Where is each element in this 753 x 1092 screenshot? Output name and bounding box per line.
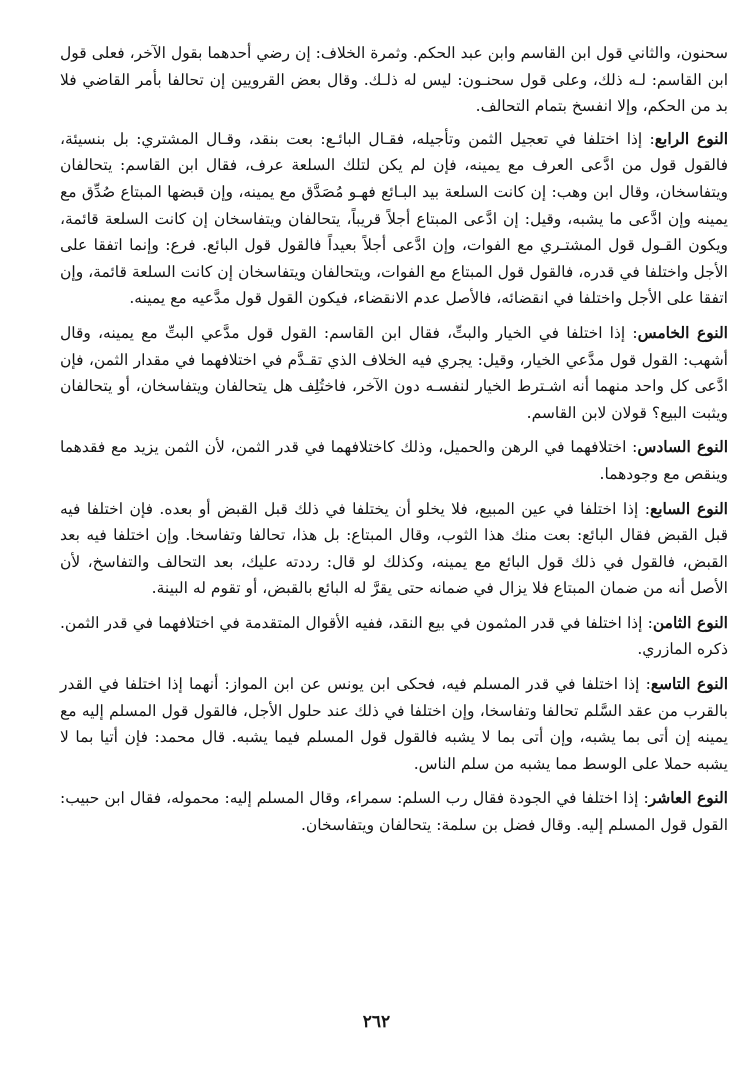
paragraph-type-10 [60, 785, 728, 838]
paragraph-type-5 [60, 320, 728, 426]
section-heading: النوع التاسع [650, 674, 729, 694]
paragraph-text: : إذا اختلفا في قدر المسلم فيه، فحكى ابن يونس عن ابن المواز: أنهما إذا اختلفا في القدر بالقرب من عقد السَّلم تحالفا وتفاسخا، وإن اختلفا في ذلك عند حلول الأجل، فالقول قول المسلم إليه مع يمينه إن أتى بما يشبه، وإن أتى بما لا يشبه فالقول قول المسلم فيما يشبه. قال محمد: فإن أتيا بما لا يشبه حملا على الوسط مما يشبه من سلم الناس. [60, 675, 728, 773]
page-number: ٢٦٢ [362, 1012, 391, 1032]
paragraph-text: : اختلافهما في الرهن والحميل، وذلك كاختلافهما في قدر الثمن، لأن الثمن يزيد مع فقدهما وينقص مع وجودهما. [60, 438, 728, 483]
paragraph-text: : إذا اختلفا في تعجيل الثمن وتأجيله، فقـال البائـع: بعت بنقد، وقـال المشتري: بل بنسيئة، فالقول قول من ادَّعى العرف مع يمينه، فإن لم يكن لتلك السلعة عرف، فقال ابن القاسم: يتحالفان ويتفاسخان، وقال ابن وهب: إن كانت السلعة بيد البـائع فهـو مُصَدَّق مع يمينه، وإن قبضها المبتاع صُدِّق مع يمينه وإن ادَّعى ما يشبه، وقيل: إن ادَّعى المبتاع أجلاً قريباً، يتحالفان ويتفاسخان إن كانت السلعة قائمة، ويكون القـول قول المشتـري مع الفوات، وإن ادَّعى أجلاً بعيداً فالقول قول البائع. فرع: وإنما اتفقا على الأجل واختلفا في قدره، فالقول قول المبتاع مع الفوات، ويتحالفان ويتفاسخان إن كانت السلعة قائمة، وإن اتفقا على الأجل واختلفا في انقضائه، فالأصل عدم الانقضاء، فيكون القول قول مدَّعيه مع يمينه. [60, 129, 728, 308]
page-body [60, 40, 728, 847]
paragraph-text: : إذا اختلفا في عين المبيع، فلا يخلو أن يختلفا في ذلك قبل القبض أو بعده. فإن اختلفا فيه قبل القبض فقال البائع: بعت منك هذا الثوب، وقال المبتاع: بل هذا، تحالفا وتفاسخا. وإن اختلفا فيه بعد القبض، فالقول في ذلك قول البائع مع يمينه، وكذلك لو قال: رددته عليك، بعد التحالف والتفاسخ، لأن الأصل أنه من ضمان المبتاع فلا يزال في ضمانه حتى يقرَّ له البائع بالقبض، أو تقوم له البينة. [60, 499, 728, 598]
section-heading: النوع السابع [649, 498, 728, 518]
paragraph-type-4 [60, 126, 728, 312]
section-heading: النوع السادس [637, 437, 729, 457]
paragraph-text: سحنون، والثاني قول ابن القاسم وابن عبد الحكم. وثمرة الخلاف: إن رضي أحدهما بقول الآخر، فعلى قول ابن القاسم: لـه ذلك، وعلى قول سحنـون: ليس له ذلـك. وقال بعض القرويين إن تحالفا بأمر القاضي فلا بد من الحكم، وإلا انفسخ بتمام التحالف. [60, 44, 728, 116]
paragraph-type-8 [60, 610, 728, 663]
paragraph-type-7 [60, 496, 728, 602]
section-heading: النوع الثامن [652, 612, 728, 632]
paragraph-text: : إذا اختلفا في قدر المثمون في بيع النقد، ففيه الأقوال المتقدمة في اختلافهما في قدر الثمن. ذكره المازري. [60, 613, 728, 659]
paragraph-continuation [60, 40, 728, 120]
paragraph-text: : إذا اختلفا في الخيار والبتِّ، فقال ابن القاسم: القول قول مدَّعي البتِّ مع يمينه، وقال أشهب: القول قول مدَّعي الخيار، وقيل: يجري فيه الخلاف الذي تقـدَّم في اختلافهما في مقدار الثمن، فإن ادَّعى كل واحد منهما أنه اشـترط الخيار لنفسـه دون الآخر، فاختُلِف هل يتحالفان ويتفاسخان، أو يتحالفان ويثبت البيع؟ قولان لابن القاسم. [60, 323, 728, 422]
section-heading: النوع الخامس [637, 322, 728, 342]
paragraph-type-6 [60, 434, 728, 487]
paragraph-type-9 [60, 671, 728, 777]
paragraph-text: : إذا اختلفا في الجودة فقال رب السلم: سمراء، وقال المسلم إليه: محموله، فقال ابن حبيب: القول قول المسلم إليه. وقال فضل بن سلمة: يتحالفان ويتفاسخان. [60, 789, 728, 835]
section-heading: النوع الرابع [654, 128, 728, 148]
section-heading: النوع العاشر [648, 788, 728, 808]
